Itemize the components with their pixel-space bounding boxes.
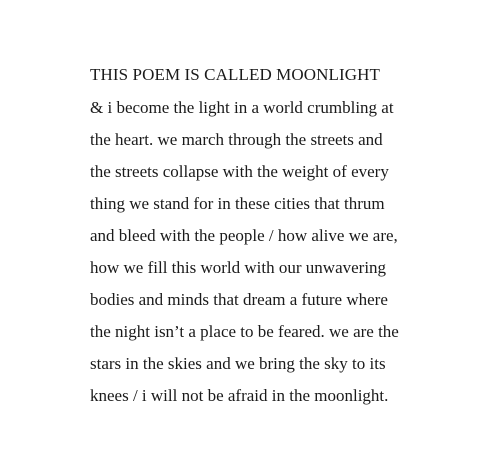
poem <box>90 64 450 412</box>
poem-line: knees / i will not be afraid in the moonlight. <box>90 386 389 405</box>
poem-line: the heart. we march through the streets and <box>90 130 383 149</box>
poem-line: and bleed with the people / how alive we are, <box>90 226 398 245</box>
poem-line: stars in the skies and we bring the sky to its <box>90 354 386 373</box>
poem-line: & i become the light in a world crumbling at <box>90 98 394 117</box>
poem-line: the streets collapse with the weight of every <box>90 162 389 181</box>
poem-line: thing we stand for in these cities that thrum <box>90 194 385 213</box>
poem-line: how we fill this world with our unwavering <box>90 258 387 277</box>
poem-line: bodies and minds that dream a future where <box>90 290 388 309</box>
poem-line: the night isn’t a place to be feared. we are the <box>90 322 399 341</box>
poem-title: THIS POEM IS CALLED MOONLIGHT <box>90 65 380 84</box>
